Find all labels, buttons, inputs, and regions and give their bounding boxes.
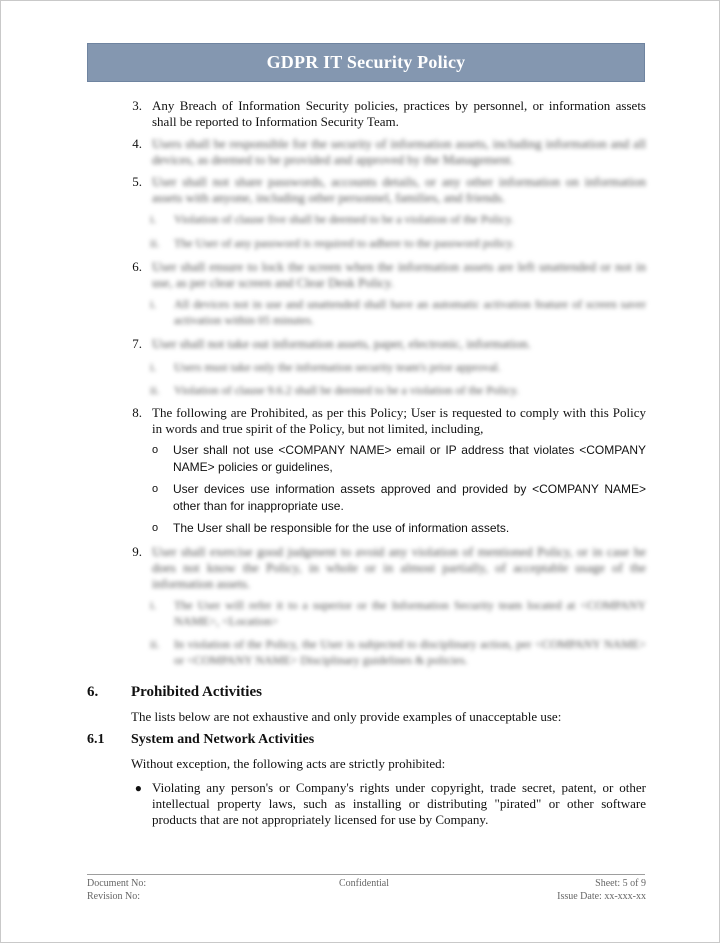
section-intro: The lists below are not exhaustive and only provide examples of unacceptable use: (131, 709, 562, 724)
bullet-text: User shall not use <COMPANY NAME> email or IP address that violates <COMPANY NAME> policies or guidelines, (173, 443, 646, 474)
sub-text-blurred: The User will refer it to a superior or the Information Security team located at <COMPANY NAME>, <Location> (174, 598, 646, 628)
sub-mark: i. (150, 360, 157, 374)
footer-issue-date: Issue Date: xx-xxx-xx (557, 891, 646, 902)
section-number: 6. (87, 684, 99, 700)
list-text-blurred: User shall exercise good judgment to avoid any violation of mentioned Policy, or in case he does not know the Policy, in whole or in almost partially, of acceptable usage of the information assets. (152, 544, 646, 591)
sub-text-blurred: Users must take only the information security team's prior approval. (174, 360, 501, 374)
list-number: 8. (132, 405, 142, 420)
list-number: 7. (132, 336, 142, 351)
document-title: GDPR IT Security Policy (266, 52, 466, 72)
bullet-text: The User shall be responsible for the use of information assets. (173, 521, 510, 535)
sub-text-blurred: Violation of clause 9.6.2 shall be deemed to be a violation of the Policy. (174, 383, 520, 397)
circle-bullet-icon: o (152, 444, 159, 456)
document-title-banner (87, 43, 645, 82)
subsection-intro: Without exception, the following acts are strictly prohibited: (131, 756, 446, 771)
footer-confidential: Confidential (339, 878, 389, 889)
sub-text-blurred: Violation of clause five shall be deemed to be a violation of the Policy. (174, 212, 514, 226)
list-text-blurred: Users shall be responsible for the security of information assets, including information and all devices, as deemed to be provided and approved by the Management. (152, 136, 646, 167)
sub-text-blurred: All devices not in use and unattended shall have an automatic activation feature of screen saver activation within 05 minutes. (174, 297, 646, 327)
list-item (128, 405, 646, 437)
footer-divider (87, 874, 645, 875)
list-number: 4. (132, 136, 142, 151)
subsection-number: 6.1 (87, 732, 105, 747)
footer-revision-no: Revision No: (87, 891, 141, 902)
list-item (128, 259, 646, 291)
list-number: 5. (132, 174, 142, 189)
circle-bullet-icon: o (152, 483, 159, 495)
sub-mark: i. (150, 297, 157, 311)
list-text-blurred: User shall not take out information assets, paper, electronic, information. (152, 336, 531, 351)
sub-mark: ii. (150, 236, 160, 250)
footer-sheet: Sheet: 5 of 9 (595, 878, 646, 889)
list-item (128, 336, 646, 352)
subsection-title: System and Network Activities (131, 732, 315, 747)
list-text: The following are Prohibited, as per this Policy; User is requested to comply with this Policy in words and true spirit of the Policy, but not limited, including, (152, 405, 646, 436)
section-title: Prohibited Activities (131, 684, 262, 700)
sub-mark: ii. (150, 383, 160, 397)
sub-mark: i. (150, 598, 157, 612)
bullet-text: User devices use information assets approved and provided by <COMPANY NAME> other than for inappropriate use. (173, 482, 646, 513)
sub-text-blurred: The User of any password is required to adhere to the password policy. (174, 236, 515, 250)
footer-document-no: Document No: (87, 878, 147, 889)
list-number: 3. (132, 98, 142, 113)
list-number: 6. (132, 259, 142, 274)
list-item (128, 544, 646, 592)
list-text-blurred: User shall ensure to lock the screen when the information assets are left unattended or not in use, as per clear screen and Clear Desk Policy. (152, 259, 646, 290)
sub-text-blurred: In violation of the Policy, the User is subjected to disciplinary action, per <COMPANY NAME> or <COMPANY NAME> Disciplinary guidelines & policies. (174, 637, 646, 667)
list-number: 9. (132, 544, 142, 559)
disc-bullet-icon: ● (134, 781, 142, 795)
sub-mark: i. (150, 212, 157, 226)
list-text: Any Breach of Information Security policies, practices by personnel, or information assets shall be reported to Information Security Team. (152, 98, 646, 129)
list-item (128, 136, 646, 168)
sub-mark: ii. (150, 637, 160, 651)
bullet-text: Violating any person's or Company's rights under copyright, trade secret, patent, or other intellectual property laws, such as installing or distributing "pirated" or other software products that are not appropriately licensed for use by Company. (152, 780, 646, 827)
bullet-item (128, 780, 646, 828)
list-item (128, 174, 646, 206)
list-item (128, 98, 646, 130)
list-text-blurred: User shall not share passwords, accounts details, or any other information on information assets with anyone, including other personnel, families, and friends. (152, 174, 646, 205)
circle-bullet-icon: o (152, 522, 159, 534)
